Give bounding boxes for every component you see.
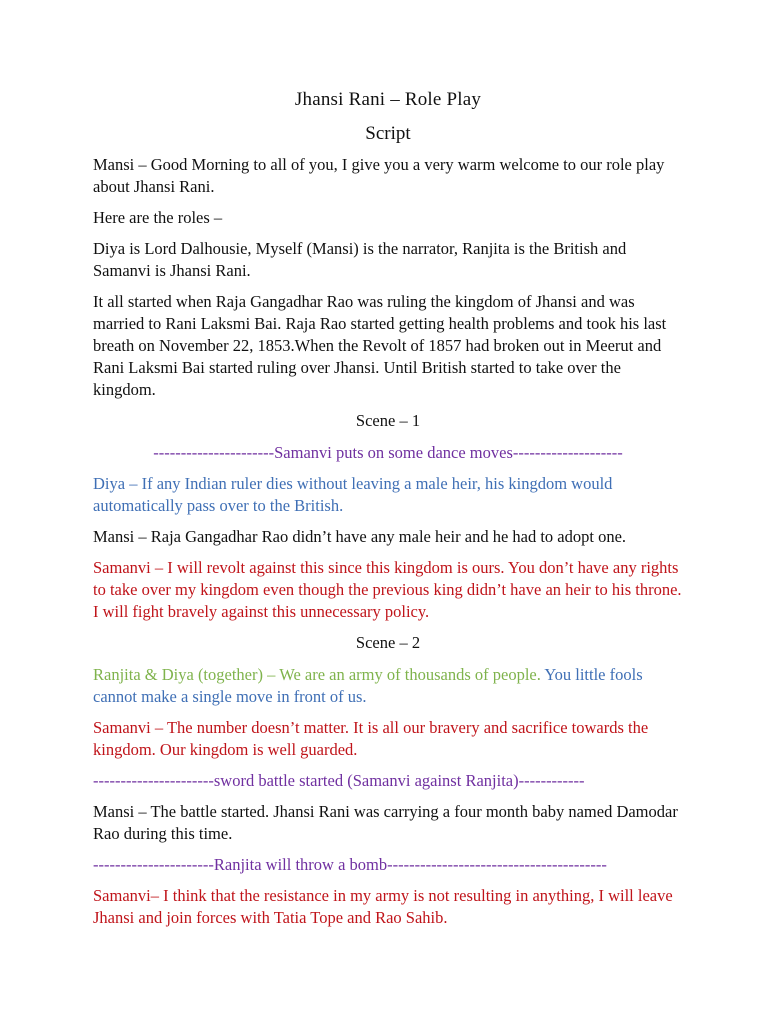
ranjita-diya-line-green: Ranjita & Diya (together) – We are an army of thousands of people. <box>93 665 545 684</box>
document-subtitle: Script <box>365 123 411 144</box>
ranjita-diya-line-blue: You little fools cannot make a single move in front of us. <box>93 665 643 706</box>
ranjita-diya-line <box>93 664 683 708</box>
intro-paragraph: Mansi – Good Morning to all of you, I give you a very warm welcome to our role play about Jhansi Rani. <box>93 155 665 196</box>
background-paragraph: It all started when Raja Gangadhar Rao was ruling the kingdom of Jhansi and was married to Rani Laksmi Bai. Raja Rao started getting health problems and took his last breath on November 22, 1853.When the Revolt of 1857 had broken out in Meerut and Rani Laksmi Bai started ruling over Jhansi. Until British started to take over the kingdom. <box>93 292 667 399</box>
roles-heading: Here are the roles – <box>93 208 223 227</box>
mansi-line-1: Mansi – Raja Gangadhar Rao didn’t have any male heir and he had to adopt one. <box>93 527 627 546</box>
samanvi-line-2: Samanvi – The number doesn’t matter. It is all our bravery and sacrifice towards the kingdom. Our kingdom is well guarded. <box>93 718 649 759</box>
roles-paragraph: Diya is Lord Dalhousie, Myself (Mansi) is the narrator, Ranjita is the British and Samanvi is Jhansi Rani. <box>93 239 627 280</box>
scene-2-heading: Scene – 2 <box>355 633 421 652</box>
diya-line-1: Diya – If any Indian ruler dies without leaving a male heir, his kingdom would automatically pass over to the British. <box>93 474 613 515</box>
stage-direction-bomb: ----------------------Ranjita will throw a bomb---------------------------------------- <box>93 855 607 874</box>
samanvi-line-1: Samanvi – I will revolt against this since this kingdom is ours. You don’t have any rights to take over my kingdom even though the previous king didn’t have an heir to his throne. I will fight bravely against this unnecessary policy. <box>93 558 682 621</box>
samanvi-line-3: Samanvi– I think that the resistance in my army is not resulting in anything, I will leave Jhansi and join forces with Tatia Tope and Rao Sahib. <box>93 886 673 927</box>
script-page <box>93 86 683 938</box>
scene-1-heading: Scene – 1 <box>355 411 421 430</box>
stage-direction-dance: ----------------------Samanvi puts on some dance moves-------------------- <box>153 443 623 462</box>
stage-direction-sword-battle: ----------------------sword battle started (Samanvi against Ranjita)------------ <box>93 771 585 790</box>
document-title: Jhansi Rani – Role Play <box>294 89 482 110</box>
mansi-line-2: Mansi – The battle started. Jhansi Rani was carrying a four month baby named Damodar Rao during this time. <box>93 802 678 843</box>
